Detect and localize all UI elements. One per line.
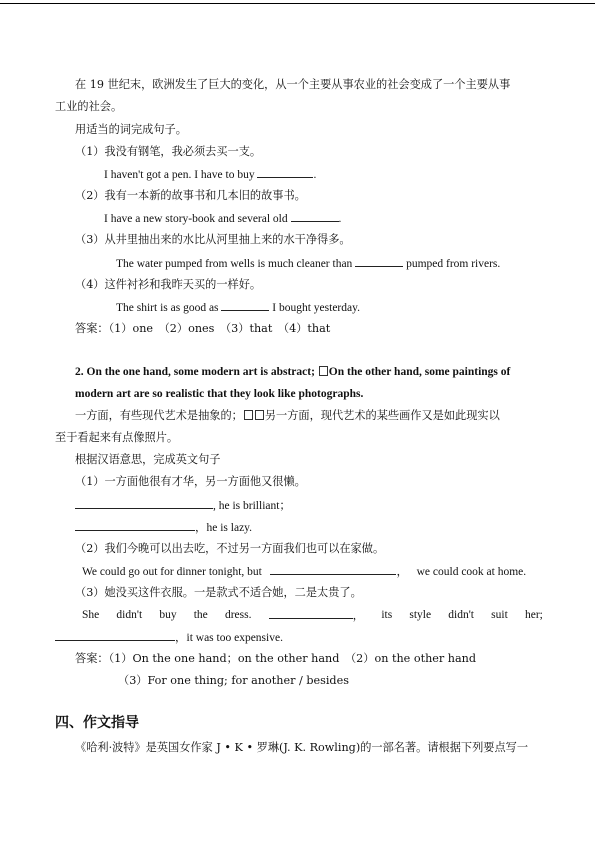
answer-blank[interactable] xyxy=(291,211,339,222)
question-3-chinese: （3）从井里抽出来的水比从河里抽上来的水干净得多。 xyxy=(75,233,351,246)
s2-question-3-chinese: （3）她没买这件衣服。一是款式不适合她，二是太贵了。 xyxy=(75,586,362,599)
intro-line-2: 工业的社会。 xyxy=(55,100,123,113)
s2-question-3-english-line-2: ，it was too expensive. xyxy=(55,630,283,645)
missing-glyph-box xyxy=(255,410,264,420)
missing-glyph-box xyxy=(244,410,253,420)
section-2-instruction: 根据汉语意思，完成英文句子 xyxy=(75,453,221,466)
answer-blank[interactable] xyxy=(257,167,313,178)
answer-blank[interactable] xyxy=(75,520,195,531)
s2-question-1-english-b: ，he is lazy. xyxy=(75,520,252,535)
section-2-title: 2. On the one hand, some modern art is abstract; On the other hand, some paintings of xyxy=(75,366,511,378)
instruction: 用适当的词完成句子。 xyxy=(75,123,187,136)
section-4-line-1: 《哈利·波特》是英国女作家 J • K • 罗琳(J. K. Rowling)的一部名著。请根据下列要点写一 xyxy=(75,741,529,754)
s2-question-1-chinese: （1）一方面他很有才华，另一方面他又很懒。 xyxy=(75,475,306,488)
s2-answer-line-1: 答案：（1）On the one hand；on the other hand （2）on the other hand xyxy=(75,652,477,665)
section-2-translation-2: 至于看起来有点像照片。 xyxy=(55,431,179,444)
question-4-english: The shirt is as good as I bought yesterday. xyxy=(116,302,360,314)
question-2-english: I have a new story-book and several old . xyxy=(104,213,342,225)
s2-question-2-english: We could go out for dinner tonight, but ， we could cook at home. xyxy=(82,566,527,578)
answer-blank[interactable] xyxy=(269,608,353,619)
answer-line: 答案：（1）one （2）ones （3）that （4）that xyxy=(75,322,331,335)
s2-question-2-chinese: （2）我们今晚可以出去吃，不过另一方面我们也可以在家做。 xyxy=(75,542,385,555)
answer-blank[interactable] xyxy=(270,564,396,575)
question-1-english: I haven't got a pen. I have to buy . xyxy=(104,169,317,181)
top-rule xyxy=(0,3,595,4)
s2-answer-line-2: （3）For one thing; for another / besides xyxy=(118,674,349,687)
s2-question-1-english-a: , he is brilliant； xyxy=(75,498,291,513)
answer-blank[interactable] xyxy=(221,300,269,311)
answer-blank[interactable] xyxy=(75,498,213,509)
question-4-chinese: （4）这件衬衫和我昨天买的一样好。 xyxy=(75,278,262,291)
s2-question-3-english: She didn't buy the dress. ， its style didn't suit her; xyxy=(82,609,543,622)
section-2-title-line-2: modern art are so realistic that they look like photographs. xyxy=(75,388,364,400)
section-4-heading: 四、作文指导 xyxy=(55,715,139,731)
answer-blank[interactable] xyxy=(355,256,403,267)
section-2-translation-1: 一方面，有些现代艺术是抽象的； 另一方面，现代艺术的某些画作又是如此现实以 xyxy=(75,409,500,422)
intro-line-1: 在 19 世纪末，欧洲发生了巨大的变化，从一个主要从事农业的社会变成了一个主要从事 xyxy=(75,78,511,91)
question-2-chinese: （2）我有一本新的故事书和几本旧的故事书。 xyxy=(75,189,306,202)
missing-glyph-box xyxy=(319,366,328,376)
answer-blank[interactable] xyxy=(55,630,175,641)
question-1-chinese: （1）我没有钢笔，我必须去买一支。 xyxy=(75,145,262,158)
question-3-english: The water pumped from wells is much cleaner than pumped from rivers. xyxy=(116,258,501,270)
